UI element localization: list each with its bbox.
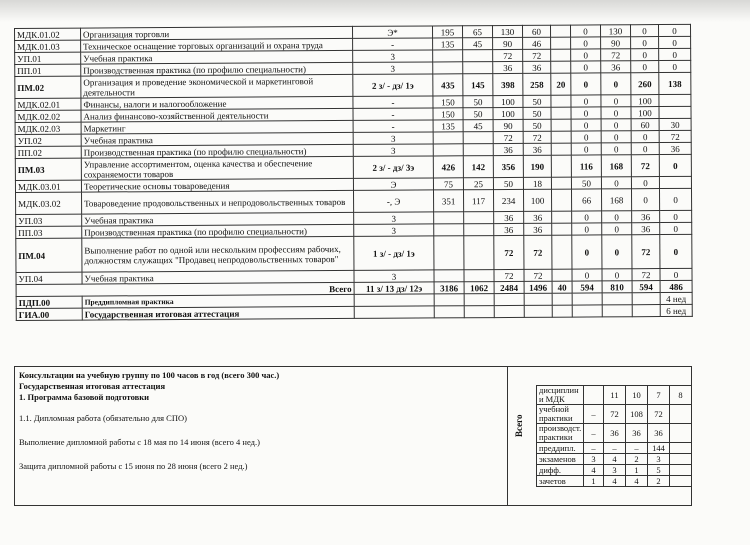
cell-c4: 72: [524, 269, 552, 281]
cell-c7: 0: [602, 235, 632, 269]
summary-v1: 4: [604, 454, 626, 465]
cell-c2: [464, 236, 494, 270]
cell-c4: 36: [523, 61, 551, 73]
cell-c8: 72: [632, 269, 660, 281]
gia-code: ГИА.00: [16, 308, 82, 320]
total-c9: 486: [660, 280, 692, 292]
cell-name: Учебная практика: [81, 50, 353, 64]
cell-c1: [433, 144, 463, 156]
cell-name: Учебная практика: [82, 270, 354, 284]
cell-form: 2 з/ - дз/ 1э: [353, 74, 433, 96]
summary-v3: 36: [648, 424, 670, 443]
summary-row: [537, 405, 692, 424]
cell-c6: 50: [571, 177, 601, 189]
cell-c1: [434, 270, 464, 282]
cell-form: 3: [353, 132, 433, 144]
cell-c4: 18: [523, 177, 551, 189]
cell-c5: 20: [551, 73, 571, 95]
cell-c3: 36: [494, 223, 524, 235]
cell-c1: [433, 132, 463, 144]
cell-code: ПП.02: [15, 146, 81, 158]
cell-c7: 0: [602, 211, 632, 223]
cell-c6: 0: [571, 131, 601, 143]
summary-row: [537, 386, 692, 405]
cell-c4: 72: [523, 131, 551, 143]
summary-v3: 5: [648, 465, 670, 476]
cell-c5: [551, 119, 571, 131]
cell-form: 3: [353, 144, 433, 156]
summary-v1: 3: [604, 465, 626, 476]
cell-c6: 0: [571, 61, 601, 73]
cell-c6: 0: [572, 235, 602, 269]
page-top-shadow: [0, 0, 750, 22]
cell-c1: [434, 224, 464, 236]
summary-v3: 72: [648, 405, 670, 424]
cell-form: 3: [354, 212, 434, 224]
summary-v2: 10: [626, 386, 648, 405]
cell-code: МДК.02.01: [15, 98, 81, 110]
cell-c2: 45: [463, 38, 493, 50]
summary-v1: –: [604, 443, 626, 454]
total-c5: 40: [552, 281, 572, 293]
cell-c2: 50: [463, 108, 493, 120]
cell-c5: [551, 49, 571, 61]
cell-c2: [463, 50, 493, 62]
cell-c5: [551, 177, 571, 189]
cell-c7: 0: [601, 177, 631, 189]
summary-v2: 4: [626, 476, 648, 487]
summary-v0: [584, 386, 604, 405]
cell-c7: 0: [601, 95, 631, 107]
cell-c2: 142: [463, 156, 493, 178]
cell-code: МДК.01.03: [15, 40, 81, 52]
cell-c3: 100: [493, 107, 523, 119]
cell-c5: [551, 131, 571, 143]
cell-name: Управление ассортиментом, оценка качества и обеспечение сохраняемости товаров: [81, 156, 353, 180]
cell-c5: [551, 143, 571, 155]
cell-c1: 195: [432, 26, 462, 38]
summary-v4: [670, 405, 692, 424]
cell-c5: [551, 107, 571, 119]
summary-v4: [670, 454, 692, 465]
cell-c5: [551, 37, 571, 49]
cell-c9: [659, 176, 691, 188]
cell-c7: 0: [601, 73, 631, 95]
summary-row: [537, 476, 692, 487]
summary-table: [536, 385, 692, 487]
gia-title: Государственная итоговая аттестация: [19, 381, 166, 391]
summary-v0: –: [584, 405, 604, 424]
summary-v0: 1: [584, 476, 604, 487]
cell-code: УП.02: [15, 134, 81, 146]
cell-c9: 30: [659, 118, 691, 130]
summary-v2: 2: [626, 454, 648, 465]
cell-c5: [551, 61, 571, 73]
cell-c1: [433, 50, 463, 62]
cell-c5: [552, 223, 572, 235]
summary-table-body: [537, 386, 692, 487]
summary-label: преддипл.: [537, 443, 584, 454]
cell-c6: 0: [571, 107, 601, 119]
total-c1: 3186: [434, 282, 464, 294]
diploma-text: 1.1. Дипломная работа (обязательно для СПО): [19, 413, 187, 423]
cell-c9: 72: [659, 130, 691, 142]
cell-c9: 0: [660, 234, 692, 268]
cell-c6: 0: [571, 37, 601, 49]
cell-c3: 90: [493, 37, 523, 49]
diploma-exec-text: Выполнение дипломной работы с 18 мая по 14 июня (всего 4 нед.): [19, 437, 260, 447]
cell-c4: 60: [522, 25, 550, 37]
summary-v4: [670, 476, 692, 487]
cell-name: Производственная практика (по профилю специальности): [81, 62, 353, 76]
cell-code: МДК.01.02: [15, 28, 81, 40]
cell-code: УП.04: [16, 272, 82, 284]
cell-c2: [464, 270, 494, 282]
summary-v1: 11: [604, 386, 626, 405]
summary-v2: –: [626, 443, 648, 454]
cell-c8: 100: [631, 95, 659, 107]
cell-c9: 0: [659, 48, 691, 60]
total-c8: 594: [632, 281, 660, 293]
cell-c1: 426: [433, 156, 463, 178]
cell-name: Учебная практика: [82, 212, 354, 226]
cell-name: Выполнение работ по одной или нескольким профессиям рабочих, должностям служащих "Продавец непродовольственных товаров": [82, 236, 354, 272]
cell-c9: 0: [660, 210, 692, 222]
pdp-name: Преддипломная практика: [82, 294, 354, 308]
summary-row: [537, 424, 692, 443]
cell-c2: [464, 212, 494, 224]
summary-v3: 3: [648, 454, 670, 465]
cell-c3: 36: [494, 211, 524, 223]
summary-v3: 144: [648, 443, 670, 454]
cell-name: Товароведение продовольственных и непродовольственных товаров: [82, 190, 354, 214]
cell-c5: [552, 269, 572, 281]
cell-code: ПМ.03: [15, 158, 81, 180]
total-c3: 2484: [494, 281, 524, 293]
cell-c5: [552, 235, 572, 269]
total-form: 11 з/ 13 дз/ 12э: [354, 282, 434, 294]
cell-c3: 72: [494, 269, 524, 281]
cell-code: МДК.02.02: [15, 110, 81, 122]
cell-form: 3: [353, 62, 433, 74]
cell-form: 3: [354, 270, 434, 282]
cell-form: 2 з/ - дз/ 3э: [353, 156, 433, 178]
cell-form: -: [353, 108, 433, 120]
cell-c5: [550, 25, 570, 37]
cell-name: Организация и проведение экономической и маркетинговой деятельности: [81, 74, 353, 98]
cell-c3: 36: [493, 61, 523, 73]
summary-v1: 36: [604, 424, 626, 443]
pdp-code: ПДП.00: [16, 296, 82, 308]
cell-c3: 36: [493, 143, 523, 155]
cell-c1: [434, 212, 464, 224]
cell-c4: 258: [523, 73, 551, 95]
cell-c8: 0: [631, 177, 659, 189]
cell-c7: 168: [601, 155, 631, 177]
cell-c1: 150: [433, 108, 463, 120]
cell-c3: 72: [493, 131, 523, 143]
summary-v1: 72: [604, 405, 626, 424]
cell-c8: 260: [631, 73, 659, 95]
cell-c9: 0: [659, 36, 691, 48]
cell-c6: 66: [571, 189, 601, 211]
vertical-total-cell: [507, 367, 536, 505]
cell-c1: [434, 236, 464, 270]
cell-c9: 0: [660, 268, 692, 280]
table-row: [16, 234, 692, 272]
cell-c5: [551, 155, 571, 177]
summary-v4: [670, 465, 692, 476]
summary-section: [14, 366, 692, 506]
cell-c3: 130: [492, 25, 522, 37]
cell-name: Производственная практика (по профилю специальности): [81, 144, 353, 158]
cell-c1: 135: [433, 120, 463, 132]
cell-c2: [464, 224, 494, 236]
summary-row: [537, 465, 692, 476]
cell-code: МДК.03.01: [15, 180, 81, 192]
summary-v4: [670, 443, 692, 454]
cell-c9: 0: [659, 60, 691, 72]
cell-code: ПМ.02: [15, 76, 81, 98]
cell-c6: 0: [572, 269, 602, 281]
cell-c8: 0: [630, 25, 658, 37]
cell-c1: 435: [433, 74, 463, 96]
cell-name: Теоретические основы товароведения: [81, 178, 353, 192]
cell-c7: 0: [602, 223, 632, 235]
cell-code: УП.03: [16, 214, 82, 226]
cell-c3: 234: [493, 189, 523, 211]
cell-code: ПМ.04: [16, 238, 82, 272]
cell-code: ПП.03: [16, 226, 82, 238]
total-c7: 810: [602, 281, 632, 293]
cell-c7: 72: [601, 49, 631, 61]
cell-c4: 36: [524, 211, 552, 223]
cell-c1: 135: [433, 38, 463, 50]
cell-form: -: [353, 96, 433, 108]
gia-weeks: 6 нед: [660, 304, 692, 316]
total-c4: 1496: [524, 281, 552, 293]
summary-label: дисциплин и МДК: [537, 386, 584, 405]
cell-c8: 0: [631, 37, 659, 49]
cell-c8: 0: [631, 143, 659, 155]
summary-v2: 36: [626, 424, 648, 443]
cell-c8: 0: [631, 61, 659, 73]
cell-form: 3: [354, 224, 434, 236]
total-c2: 1062: [464, 282, 494, 294]
cell-c2: 45: [463, 120, 493, 132]
cell-c8: 72: [631, 155, 659, 177]
cell-c6: 0: [571, 49, 601, 61]
summary-label: учебной практики: [537, 405, 584, 424]
cell-c6: 0: [572, 223, 602, 235]
summary-row: [537, 454, 692, 465]
summary-label: дифф.: [537, 465, 584, 476]
cell-form: 1 з/ - дз/ 1э: [354, 236, 434, 270]
cell-c7: 90: [601, 37, 631, 49]
cell-name: Маркетинг: [81, 120, 353, 134]
cell-c9: 36: [659, 142, 691, 154]
cell-form: 3: [353, 50, 433, 62]
summary-v4: 8: [670, 386, 692, 405]
cell-c4: 50: [523, 95, 551, 107]
cell-c9: 0: [660, 222, 692, 234]
cell-c3: 100: [493, 95, 523, 107]
summary-v2: 108: [626, 405, 648, 424]
cell-c9: [659, 106, 691, 118]
summary-v4: [670, 424, 692, 443]
cell-name: Учебная практика: [81, 132, 353, 146]
cell-c3: 72: [493, 49, 523, 61]
gia-name: Государственная итоговая аттестация: [82, 306, 354, 320]
cell-code: МДК.02.03: [15, 122, 81, 134]
cell-c1: 75: [433, 178, 463, 190]
cell-c8: 36: [632, 223, 660, 235]
cell-c4: 72: [523, 49, 551, 61]
cell-name: Финансы, налоги и налогообложение: [81, 96, 353, 110]
curriculum-table: [14, 24, 693, 321]
cell-c3: 72: [494, 235, 524, 269]
cell-c8: 0: [631, 131, 659, 143]
cell-c4: 36: [523, 143, 551, 155]
cell-c2: 117: [463, 190, 493, 212]
cell-c7: 0: [601, 119, 631, 131]
summary-v2: 1: [626, 465, 648, 476]
cell-c9: 0: [658, 24, 690, 36]
cell-code: УП.01: [15, 52, 81, 64]
cell-c7: 0: [601, 131, 631, 143]
cell-c2: [463, 132, 493, 144]
summary-label: производст. практики: [537, 424, 584, 443]
cell-c7: 0: [601, 143, 631, 155]
total-c6: 594: [572, 281, 602, 293]
cell-c6: 0: [570, 25, 600, 37]
cell-c8: 0: [631, 189, 659, 211]
cell-c6: 0: [571, 73, 601, 95]
cell-c7: 130: [600, 25, 630, 37]
cell-name: Анализ финансово-хозяйственной деятельности: [81, 108, 353, 122]
cell-c7: 0: [602, 269, 632, 281]
cell-c8: 100: [631, 107, 659, 119]
cell-c6: 0: [572, 211, 602, 223]
summary-label: зачетов: [537, 476, 584, 487]
cell-c3: 398: [493, 73, 523, 95]
cell-c8: 36: [632, 211, 660, 223]
cell-c3: 50: [493, 177, 523, 189]
cell-c6: 116: [571, 155, 601, 177]
summary-v0: 3: [584, 454, 604, 465]
summary-v1: 4: [604, 476, 626, 487]
cell-c2: [463, 62, 493, 74]
cell-code: МДК.03.02: [16, 192, 82, 214]
cell-c6: 0: [571, 143, 601, 155]
cell-name: Техническое оснащение торговых организаций и охрана труда: [81, 38, 353, 52]
cell-c1: [433, 62, 463, 74]
cell-form: -: [353, 38, 433, 50]
diploma-defense-text: Защита дипломной работы с 15 июня по 28 июня (всего 2 нед.): [19, 461, 248, 471]
curriculum-table-body: [15, 24, 693, 320]
cell-c5: [551, 95, 571, 107]
cell-c7: 0: [601, 107, 631, 119]
cell-c1: 150: [433, 96, 463, 108]
cell-c4: 36: [524, 223, 552, 235]
summary-v3: 7: [648, 386, 670, 405]
cell-c2: 145: [463, 74, 493, 96]
summary-v0: –: [584, 443, 604, 454]
cell-c8: 0: [631, 49, 659, 61]
cell-c8: 60: [631, 119, 659, 131]
cell-c2: 65: [462, 26, 492, 38]
cell-c5: [551, 189, 571, 211]
cell-c4: 50: [523, 107, 551, 119]
cell-c2: 50: [463, 96, 493, 108]
cell-c6: 0: [571, 95, 601, 107]
cell-name: Производственная практика (по профилю специальности): [82, 224, 354, 238]
cell-name: Организация торговли: [81, 26, 353, 40]
cell-c2: [463, 144, 493, 156]
cell-c4: 72: [524, 235, 552, 269]
cell-c5: [552, 211, 572, 223]
cell-c4: 100: [523, 189, 551, 211]
cell-c4: 190: [523, 155, 551, 177]
cell-c6: 0: [571, 119, 601, 131]
vertical-total-label: Всего: [514, 414, 524, 437]
pdp-weeks: 4 нед: [660, 292, 692, 304]
cell-c2: 25: [463, 178, 493, 190]
cell-form: -: [353, 120, 433, 132]
summary-v0: 4: [584, 465, 604, 476]
consult-text: Консультации на учебную группу по 100 часов в год (всего 300 час.): [19, 370, 280, 380]
summary-label: экзаменов: [537, 454, 584, 465]
cell-c9: 138: [659, 72, 691, 94]
cell-c9: 0: [659, 188, 691, 210]
cell-c9: [659, 94, 691, 106]
summary-row: [537, 443, 692, 454]
cell-c8: 72: [632, 235, 660, 269]
summary-v3: 2: [648, 476, 670, 487]
cell-form: -, Э: [353, 190, 433, 212]
cell-c9: 0: [659, 154, 691, 176]
cell-code: ПП.01: [15, 64, 81, 76]
cell-c7: 168: [601, 189, 631, 211]
cell-c1: 351: [433, 190, 463, 212]
cell-c3: 90: [493, 119, 523, 131]
cell-c4: 46: [523, 37, 551, 49]
program-title: 1. Программа базовой подготовки: [19, 392, 150, 402]
cell-form: Э*: [352, 26, 432, 38]
cell-c3: 356: [493, 155, 523, 177]
summary-v0: –: [584, 424, 604, 443]
cell-c4: 50: [523, 119, 551, 131]
cell-form: Э: [353, 178, 433, 190]
cell-c7: 36: [601, 61, 631, 73]
total-label: Всего: [16, 282, 354, 296]
